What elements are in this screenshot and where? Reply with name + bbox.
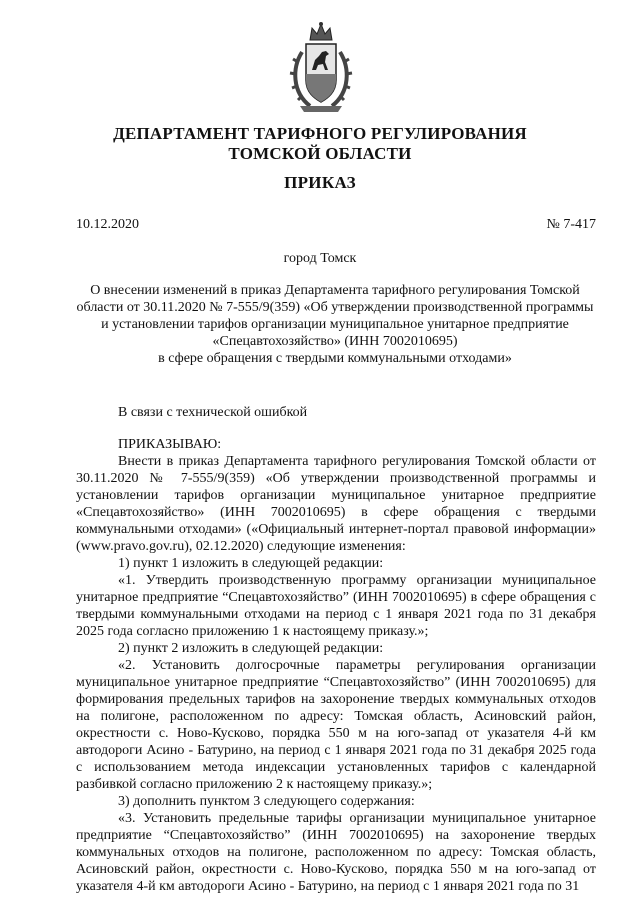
order-keyword: ПРИКАЗЫВАЮ: [118,437,222,452]
body-paragraph: «1. Утвердить производственную программу организации муниципальное унитарное предприятие “Спецавтохозяйство” (ИНН 7002010695) в сфере обращения с твердыми коммунальными отходами на период с 1 января 2021 года по 31 декабря 2025 года согласно приложению 1 к настоящему приказу.»; [76,573,596,639]
body-paragraph: 2) пункт 2 изложить в следующей редакции: [118,641,384,656]
subject-line: в сфере обращения с твердыми коммунальными отходами» [158,351,512,366]
body-paragraph: «2. Установить долгосрочные параметры регулирования организации муниципальное унитарное предприятие “Спецавтохозяйство” (ИНН 7002010695) для формирования предельных тарифов на захоронение твердых коммунальных отходов на полигоне, расположенном по адресу: Томская область, Асиновский район, окрестности с. Ново-Кусково, порядка 550 м на юго-запад от указателя 4-й км автодороги Асино - Батурино, на период с 1 января 2021 года по 31 декабря 2025 года с использованием метода индексации установленных тарифов с календарной разбивкой согласно приложению 2 к настоящему приказу.»; [76,658,596,792]
body-paragraph: Внести в приказ Департамента тарифного регулирования Томской области от 30.11.2020 № 7-555/9(359) «Об утверждении производственной программы и установлении тарифов организации муниципальное унитарное предприятие «Спецавтохозяйство» (ИНН 7002010695) в сфере обращения с твердыми коммунальными отходами» («Официальный интернет-портал правовой информации» (www.pravo.gov.ru), 02.12.2020) следующие изменения: [76,454,596,554]
preamble-paragraph: В связи с технической ошибкой [118,405,308,420]
order-subject [70,282,600,367]
department-name-line2: ТОМСКОЙ ОБЛАСТИ [228,144,412,163]
body-paragraph: «3. Установить предельные тарифы организации муниципальное унитарное предприятие “Спецавтохозяйство” (ИНН 7002010695) на захоронение твердых коммунальных отходов на полигоне, расположенном по адресу: Томская область, Асиновский район, окрестности с. Ново-Кусково, порядка 550 м на юго-запад от указателя 4-й км автодороги Асино - Батурино, на период с 1 января 2021 года по 31 [76,811,596,894]
order-body [76,404,596,895]
subject-line: «Спецавтохозяйство» (ИНН 7002010695) [212,334,458,349]
body-paragraph: 3) дополнить пунктом 3 следующего содержания: [118,794,415,809]
city-line: город Томск [283,251,357,266]
order-number: № 7-417 [546,217,596,232]
order-date: 10.12.2020 [76,217,139,232]
document-type-title: ПРИКАЗ [284,173,356,192]
subject-line: О внесении изменений в приказ Департамента тарифного регулирования Томской [90,283,580,298]
subject-line: и установлении тарифов организации муниципальное унитарное предприятие [101,317,569,332]
body-paragraph: 1) пункт 1 изложить в следующей редакции: [118,556,384,571]
department-name-line1: ДЕПАРТАМЕНТ ТАРИФНОГО РЕГУЛИРОВАНИЯ [113,124,527,143]
tomsk-coat-of-arms-icon [288,20,354,116]
department-name [0,124,640,164]
subject-line: области от 30.11.2020 № 7-555/9(359) «Об утверждении производственной программы [76,300,594,315]
